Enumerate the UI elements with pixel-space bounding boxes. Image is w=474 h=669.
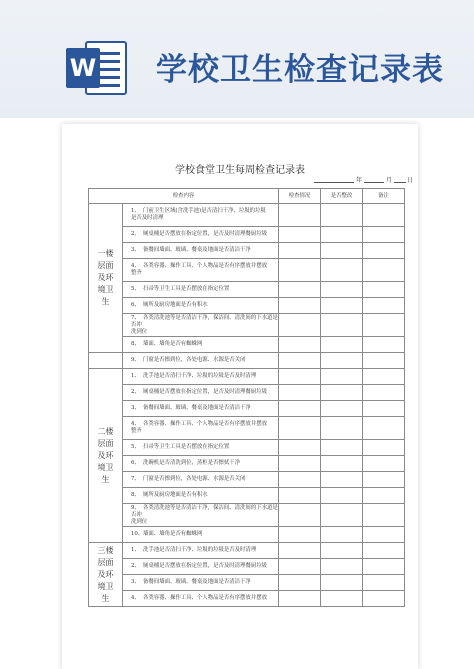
check-item: [123, 259, 279, 282]
status-cell[interactable]: [279, 559, 321, 575]
status-cell[interactable]: [279, 259, 321, 282]
status-cell[interactable]: [279, 488, 321, 504]
check-item: [123, 559, 279, 575]
rectified-cell[interactable]: [321, 227, 363, 243]
rectified-cell[interactable]: [321, 243, 363, 259]
rectified-cell[interactable]: [321, 314, 363, 337]
document-title: 学校卫生检查记录表: [156, 52, 444, 88]
check-item-text: 备餐间墙面、玻璃、餐桌及地面是否清洁干净: [143, 579, 251, 585]
table-row: [89, 314, 405, 337]
status-cell[interactable]: [279, 591, 321, 607]
check-item-number: 9、: [131, 357, 140, 363]
area-cell: [89, 369, 123, 543]
table-row: [89, 204, 405, 227]
remarks-cell[interactable]: [363, 472, 405, 488]
area-cell: [89, 543, 123, 607]
table-row: [89, 472, 405, 488]
check-item-number: 8、: [131, 341, 140, 347]
remarks-cell[interactable]: [363, 369, 405, 385]
check-item-text: 扫帚等卫生工具是否摆放在指定位置: [143, 286, 230, 292]
check-item: [123, 243, 279, 259]
column-header-status: 检查情况: [279, 189, 321, 204]
table-row: [89, 401, 405, 417]
check-item-text: 门窗是否擦到位，各处电源、水源是否关闭: [143, 476, 246, 482]
check-item-number: 2、: [131, 231, 140, 237]
check-item-text: 备餐间墙面、玻璃、餐桌及地面是否清洁干净: [143, 405, 251, 411]
remarks-cell[interactable]: [363, 488, 405, 504]
area-cell: [89, 353, 123, 369]
rectified-cell[interactable]: [321, 591, 363, 607]
word-document-icon: [64, 40, 128, 96]
date-year-underline: [314, 182, 354, 183]
table-row: [89, 385, 405, 401]
column-header-remarks: 备注: [363, 189, 405, 204]
check-item-number: 4、: [131, 263, 140, 269]
date-day-label: 日: [407, 177, 414, 184]
remarks-cell[interactable]: [363, 227, 405, 243]
rectified-cell[interactable]: [321, 527, 363, 543]
check-item-number: 1、: [131, 208, 140, 214]
table-header-row: [89, 189, 405, 204]
check-item-text: 洗手池是否清扫干净、垃圾的垃圾是否及时清理: [143, 547, 257, 553]
check-item-number: 10、: [131, 531, 144, 537]
word-icon-letter: W: [69, 54, 97, 82]
check-item: [123, 456, 279, 472]
status-cell[interactable]: [279, 204, 321, 227]
status-cell[interactable]: [279, 243, 321, 259]
check-item-text: 备餐间墙面、玻璃、餐桌及地面是否清洁干净: [143, 247, 251, 253]
rectified-cell[interactable]: [321, 417, 363, 440]
check-item-number: 2、: [131, 563, 140, 569]
inspection-table-body: [89, 204, 405, 607]
check-item-number: 6、: [131, 460, 140, 466]
rectified-cell[interactable]: [321, 369, 363, 385]
check-item-number: 7、: [131, 476, 140, 482]
rectified-cell[interactable]: [321, 559, 363, 575]
status-cell[interactable]: [279, 314, 321, 337]
status-cell[interactable]: [279, 401, 321, 417]
check-item-text: 各类清洗池等是否清洁干净，保洁间、清洗间的下水道是否冲: [131, 314, 278, 328]
status-cell[interactable]: [279, 504, 321, 527]
remarks-cell[interactable]: [363, 575, 405, 591]
rectified-cell[interactable]: [321, 456, 363, 472]
check-item-number: 5、: [131, 444, 140, 450]
check-item-text: 厕桌桶是否摆放在指定位置，是否及时清理餐厨垃圾: [143, 231, 267, 237]
remarks-cell[interactable]: [363, 527, 405, 543]
rectified-cell[interactable]: [321, 488, 363, 504]
check-item-text: 门前卫生区域(含洗手池)是否清扫干净、垃圾的垃圾: [143, 208, 266, 214]
check-item-number: 1、: [131, 373, 140, 379]
table-row: [89, 575, 405, 591]
rectified-cell[interactable]: [321, 543, 363, 559]
remarks-cell[interactable]: [363, 440, 405, 456]
status-cell[interactable]: [279, 575, 321, 591]
date-month-underline: [364, 182, 384, 183]
status-cell[interactable]: [279, 417, 321, 440]
check-item-text: 厕桌桶是否摆放在指定位置，是否及时清理餐厨垃圾: [143, 389, 267, 395]
remarks-cell[interactable]: [363, 385, 405, 401]
check-item-text: 洗碗机是否清洗到位，蒸柜是否擦拭干净: [143, 460, 241, 466]
check-item: [123, 385, 279, 401]
check-item: [123, 227, 279, 243]
check-item-text: 厕所及厨房地面是否有积水: [143, 302, 208, 308]
area-cell: [89, 204, 123, 353]
remarks-cell[interactable]: [363, 543, 405, 559]
rectified-cell[interactable]: [321, 472, 363, 488]
check-item-text: 各类容器、操作工具、个人物品是否有序摆放并摆放: [143, 595, 267, 601]
check-item: [123, 543, 279, 559]
table-row: [89, 504, 405, 527]
check-item-text: 各类容器、操作工具、个人物品是否有序摆放并摆放: [143, 421, 267, 427]
check-item-number: 5、: [131, 286, 140, 292]
status-cell[interactable]: [279, 282, 321, 298]
remarks-cell[interactable]: [363, 298, 405, 314]
check-item-text: 厕桌桶是否摆放在指定位置，是否及时清理餐厨垃圾: [143, 563, 267, 569]
inspection-table: [88, 188, 405, 607]
check-item-number: 9、: [131, 504, 140, 511]
status-cell[interactable]: [279, 298, 321, 314]
remarks-cell[interactable]: [363, 504, 405, 527]
document-page: [62, 124, 418, 669]
column-header-rectified: 是否整改: [321, 189, 363, 204]
column-header-content: 检查内容: [89, 189, 279, 204]
remarks-cell[interactable]: [363, 243, 405, 259]
date-line: [314, 174, 414, 184]
check-item: [123, 298, 279, 314]
form-title: 学校食堂卫生每周检查记录表: [175, 165, 305, 176]
check-item-number: 3、: [131, 579, 140, 585]
check-item: [123, 401, 279, 417]
table-row: [89, 337, 405, 353]
table-row: [89, 298, 405, 314]
rectified-cell[interactable]: [321, 504, 363, 527]
check-item-text: 墙面、墙角是否有蜘蛛网: [143, 531, 203, 537]
check-item-number: 3、: [131, 405, 140, 411]
table-row: [89, 282, 405, 298]
check-item-text: 洗到位: [131, 328, 148, 335]
area-label: 二楼层面及环境卫生: [97, 426, 114, 484]
check-item-text: 门窗是否擦到位，各处电源、水源是否关闭: [143, 357, 246, 363]
status-cell[interactable]: [279, 527, 321, 543]
date-month-label: 月: [386, 177, 393, 184]
date-day-underline: [394, 182, 406, 183]
status-cell[interactable]: [279, 353, 321, 369]
table-row: [89, 543, 405, 559]
table-row: [89, 227, 405, 243]
check-item-text: 洗手池是否清扫干净、垃圾的垃圾是否及时清理: [143, 373, 257, 379]
check-item: [123, 282, 279, 298]
rectified-cell[interactable]: [321, 385, 363, 401]
status-cell[interactable]: [279, 543, 321, 559]
check-item-number: 1、: [131, 547, 140, 553]
check-item: [123, 472, 279, 488]
rectified-cell[interactable]: [321, 440, 363, 456]
remarks-cell[interactable]: [363, 559, 405, 575]
status-cell[interactable]: [279, 456, 321, 472]
check-item: [123, 527, 279, 543]
area-label: 一楼层面及环境卫生: [97, 249, 114, 306]
rectified-cell[interactable]: [321, 282, 363, 298]
remarks-cell[interactable]: [363, 591, 405, 607]
status-cell[interactable]: [279, 472, 321, 488]
check-item: [123, 440, 279, 456]
check-item: [123, 504, 279, 527]
status-cell[interactable]: [279, 369, 321, 385]
check-item: [123, 369, 279, 385]
check-item-text: 扫帚等卫生工具是否摆放在指定位置: [143, 444, 230, 450]
table-row: [89, 488, 405, 504]
remarks-cell[interactable]: [363, 282, 405, 298]
table-row: [89, 417, 405, 440]
table-row: [89, 440, 405, 456]
rectified-cell[interactable]: [321, 401, 363, 417]
rectified-cell[interactable]: [321, 337, 363, 353]
check-item-number: 2、: [131, 389, 140, 395]
table-row: [89, 559, 405, 575]
table-row: [89, 353, 405, 369]
check-item: [123, 591, 279, 607]
check-item-text: 厕所及厨房地面是否有积水: [143, 492, 208, 498]
check-item-text: 洗到位: [131, 518, 148, 525]
check-item: [123, 488, 279, 504]
check-item: [123, 575, 279, 591]
check-item-number: 6、: [131, 302, 140, 308]
remarks-cell[interactable]: [363, 259, 405, 282]
rectified-cell[interactable]: [321, 298, 363, 314]
table-row: [89, 259, 405, 282]
check-item-number: 4、: [131, 595, 140, 601]
check-item-text: 各类清洗池等是否清洁干净，保洁间、清洗间的下水道是否冲: [131, 504, 278, 518]
remarks-cell[interactable]: [363, 401, 405, 417]
check-item: [123, 204, 279, 227]
check-item: [123, 417, 279, 440]
remarks-cell[interactable]: [363, 314, 405, 337]
status-cell[interactable]: [279, 385, 321, 401]
check-item: [123, 353, 279, 369]
rectified-cell[interactable]: [321, 259, 363, 282]
area-label: 三楼层面及环境卫生: [97, 545, 114, 603]
check-item-number: 3、: [131, 247, 140, 253]
date-year-label: 年: [356, 177, 363, 184]
check-item-number: 4、: [131, 421, 140, 427]
rectified-cell[interactable]: [321, 575, 363, 591]
table-row: [89, 591, 405, 607]
banner: [0, 0, 474, 118]
table-row: [89, 369, 405, 385]
check-item-text: 墙面、墙角是否有蜘蛛网: [143, 341, 203, 347]
status-cell[interactable]: [279, 337, 321, 353]
table-row: [89, 456, 405, 472]
rectified-cell[interactable]: [321, 353, 363, 369]
check-item-number: 7、: [131, 314, 140, 321]
status-cell[interactable]: [279, 227, 321, 243]
table-row: [89, 527, 405, 543]
check-item-text: 是否及时清理: [131, 215, 164, 221]
check-item-text: 整齐: [131, 270, 142, 276]
remarks-cell[interactable]: [363, 456, 405, 472]
rectified-cell[interactable]: [321, 204, 363, 227]
status-cell[interactable]: [279, 440, 321, 456]
remarks-cell[interactable]: [363, 353, 405, 369]
check-item-text: 各类容器、操作工具、个人物品是否有序摆放并摆放: [143, 263, 267, 269]
check-item-number: 8、: [131, 492, 140, 498]
remarks-cell[interactable]: [363, 204, 405, 227]
check-item: [123, 337, 279, 353]
check-item: [123, 314, 279, 337]
check-item-text: 整齐: [131, 428, 142, 434]
remarks-cell[interactable]: [363, 417, 405, 440]
remarks-cell[interactable]: [363, 337, 405, 353]
table-row: [89, 243, 405, 259]
